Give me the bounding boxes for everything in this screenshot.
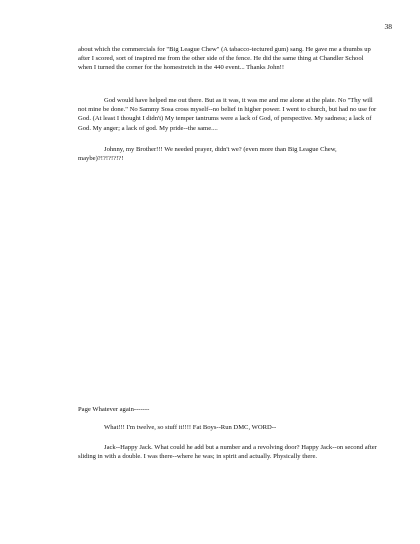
- paragraph-god-at-plate: God would have helped me out there. But as it was, it was me and me alone at the plate. No "Thy will not mine be done." No Sammy Sosa cross myself--no belief in higher power. I went to church, but had no use for God. (At least I thought I didn't) My temper tantrums were a lack of God, of perspective. My sadness; a lack of God. My anger; a lack of god. My pride--the same....: [78, 97, 377, 132]
- paragraph-johnny-brother: Johnny, my Brother!!! We needed prayer, didn't we? (even more than Big League Chew, maybe)?!?!?!?!?!: [78, 146, 337, 163]
- page-number: 38: [384, 22, 392, 31]
- paragraph-im-twelve: What!!! I'm twelve, so stuff it!!!! Fat Boys--Run DMC, WORD--: [104, 424, 277, 431]
- paragraph-big-league-chew: about which the commercials for "Big League Chew" (A tabacco-tectured gum) sang. He gave me a thumbs up after I scored, sort of inspired me from the other side of the fence. He did the same thing at Chandler School when I turned the corner for the homestretch in the 440 event... Thanks John!!: [78, 46, 371, 72]
- paragraph-happy-jack: Jack--Happy Jack. What could he add but a number and a revolving door? Happy Jack--on second after sliding in with a double. I was there--where he was; in spirit and actually. Physically there.: [78, 444, 377, 461]
- section-heading: Page Whatever again-------: [78, 406, 150, 413]
